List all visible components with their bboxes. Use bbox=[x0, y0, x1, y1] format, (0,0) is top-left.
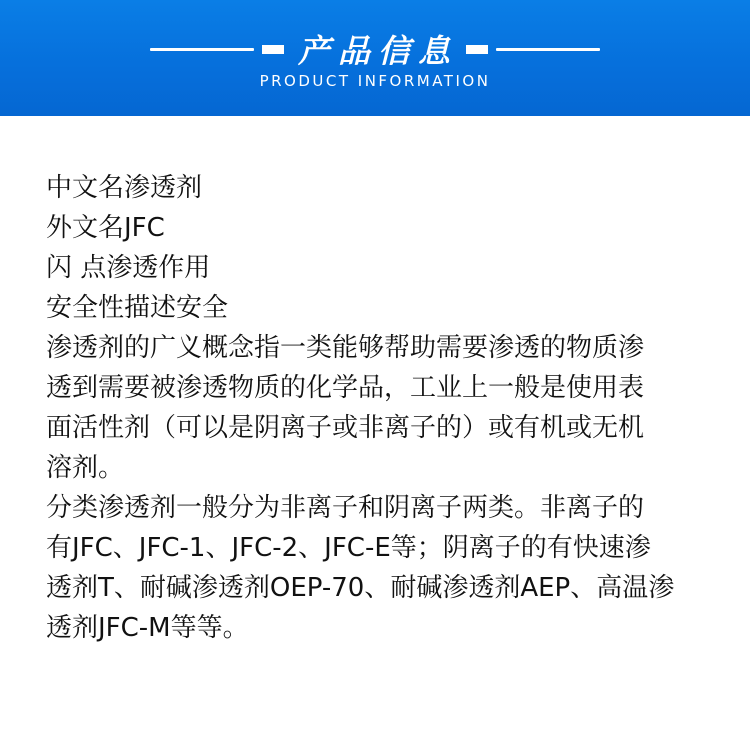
text-line: 溶剂。 bbox=[46, 453, 125, 483]
text-line: 外文名JFC bbox=[46, 213, 165, 243]
text-line: 透剂JFC-M等等。 bbox=[46, 613, 249, 643]
text-line: 分类渗透剂一般分为非离子和阴离子两类。非离子的 bbox=[46, 493, 645, 523]
text-line: 面活性剂（可以是阴离子或非离子的）或有机或无机 bbox=[46, 413, 645, 443]
page-title: 产品信息 bbox=[297, 32, 458, 70]
text-line: 安全性描述安全 bbox=[46, 293, 229, 323]
right-rule bbox=[496, 48, 600, 51]
right-block-decoration bbox=[466, 45, 488, 54]
title-row bbox=[0, 28, 750, 70]
left-block-decoration bbox=[262, 45, 284, 54]
product-info-text bbox=[46, 168, 716, 648]
text-line: 透到需要被渗透物质的化学品，工业上一般是使用表 bbox=[46, 373, 645, 403]
text-line: 透剂T、耐碱渗透剂OEP-70、耐碱渗透剂AEP、高温渗 bbox=[46, 573, 675, 603]
text-line: 渗透剂的广义概念指一类能够帮助需要渗透的物质渗 bbox=[46, 333, 645, 363]
left-rule bbox=[150, 48, 254, 51]
text-line: 闪 点渗透作用 bbox=[46, 253, 211, 283]
text-line: 有JFC、JFC-1、JFC-2、JFC-E等；阴离子的有快速渗 bbox=[46, 533, 651, 563]
header-banner bbox=[0, 0, 750, 116]
page-subtitle: PRODUCT INFORMATION bbox=[259, 72, 491, 90]
text-line: 中文名渗透剂 bbox=[46, 173, 203, 203]
